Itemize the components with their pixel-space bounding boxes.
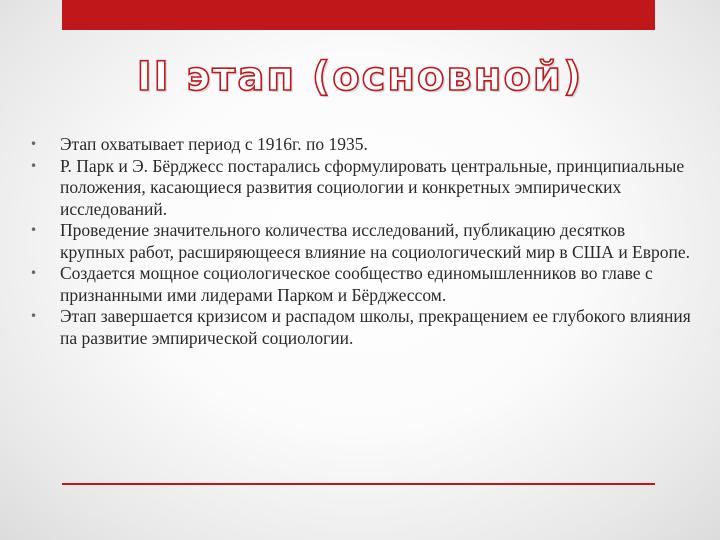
- bullet-list: [30, 134, 692, 349]
- bullet-dot-icon: •: [30, 158, 38, 173]
- bullet-text: Р. Парк и Э. Бёрджесс постарались сформулировать центральные, принципиальные положения, касающиеся развития социологии и конкретных эмпирических исследований.: [60, 155, 685, 219]
- bullet-dot-icon: •: [30, 309, 38, 323]
- bullet-item: [30, 156, 692, 221]
- bullet-dot-icon: •: [30, 137, 38, 151]
- slide-title: II этап (основной): [136, 54, 584, 100]
- bullet-text: Создается мощное социологическое сообщество единомышленников во главе с признанными ими лидерами Парком и Бёрджессом.: [60, 263, 653, 305]
- bullet-dot-icon: •: [30, 266, 38, 280]
- bullet-item: [30, 220, 692, 263]
- bullet-item: [30, 263, 692, 306]
- bullet-item: [30, 306, 692, 349]
- top-accent-bar: [62, 0, 655, 30]
- bottom-divider-line: [62, 483, 655, 485]
- bullet-text: Этап охватывает период с 1916г. по 1935.: [60, 134, 368, 154]
- bullet-item: [30, 134, 692, 156]
- bullet-text: Проведение значительного количества исследований, публикацию десятков крупных работ, расширяющееся влияние на социологический мир в США и Европе.: [60, 220, 691, 262]
- bullet-text: Этап завершается кризисом и распадом школы, прекращением ее глубокого влияния па развитие эмпирической социологии.: [60, 306, 691, 348]
- bullet-dot-icon: •: [30, 223, 38, 237]
